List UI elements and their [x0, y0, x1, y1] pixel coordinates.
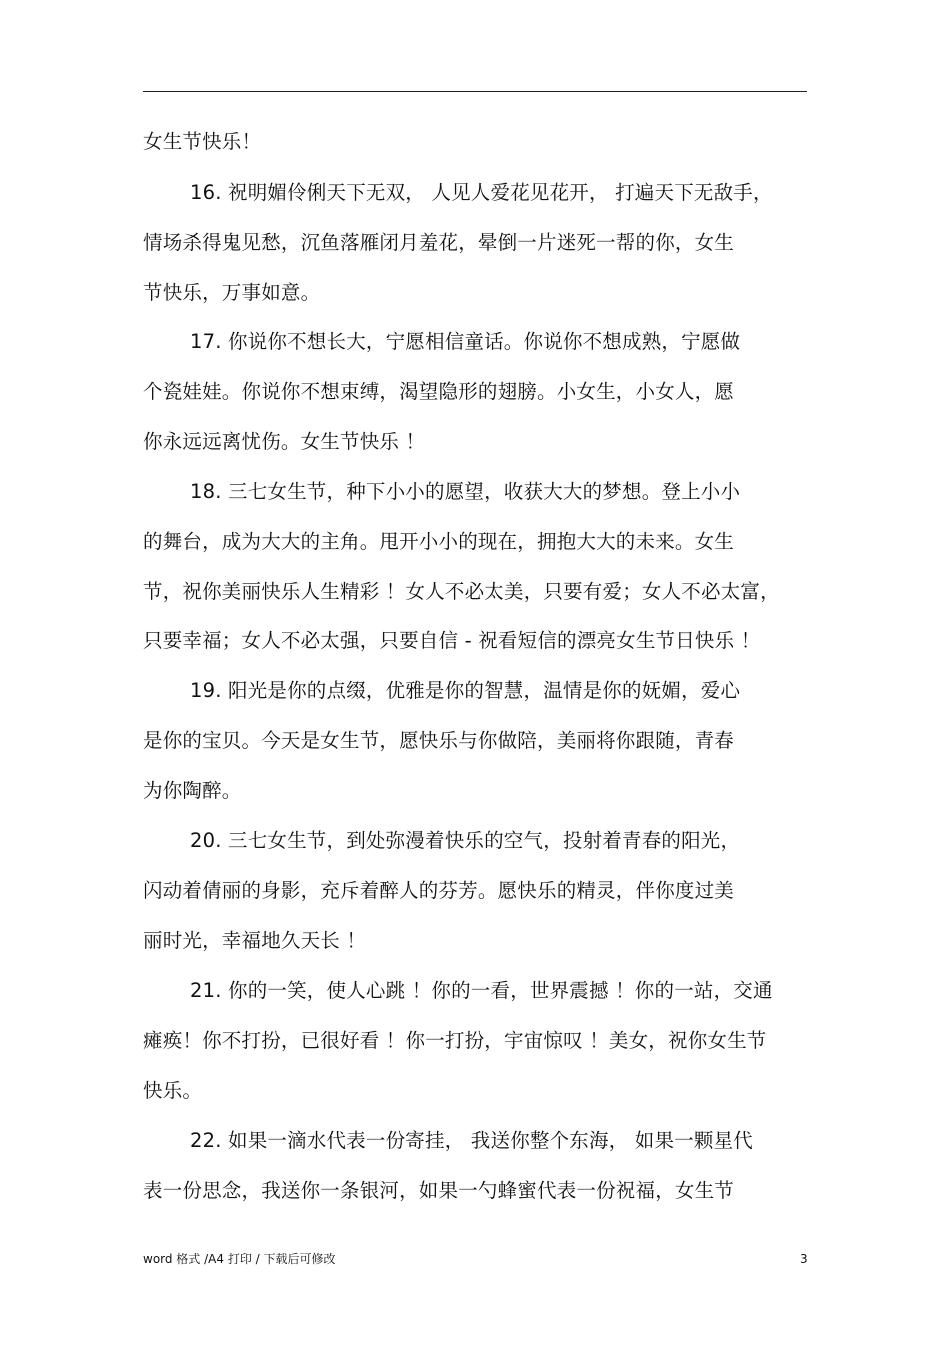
- header-rule: [143, 91, 807, 92]
- text-line: 只要幸福；女人不必太强，只要自信 - 祝看短信的漂亮女生节日快乐 ！: [143, 629, 761, 652]
- text-line: 节快乐，万事如意。: [143, 281, 321, 304]
- text-line: 20. 三七女生节，到处弥漫着快乐的空气，投射着青春的阳光，: [190, 829, 741, 852]
- text-line: 闪动着倩丽的身影，充斥着醉人的芬芳。愿快乐的精灵，伴你度过美: [143, 879, 735, 902]
- text-line: 女生节快乐！: [143, 130, 262, 153]
- page-number: 3: [800, 1252, 808, 1266]
- text-line: 为你陶醉。: [143, 779, 242, 802]
- text-line: 瘫痪！你不打扮，已很好看 ！你一打扮，宇宙惊叹 ！美女，祝你女生节: [143, 1029, 767, 1052]
- text-line: 的舞台，成为大大的主角。甩开小小的现在，拥抱大大的未来。女生: [143, 530, 735, 553]
- text-line: 你永远远离忧伤。女生节快乐 ！: [143, 430, 426, 453]
- text-line: 快乐。: [143, 1079, 203, 1102]
- text-line: 是你的宝贝。今天是女生节，愿快乐与你做陪，美丽将你跟随，青春: [143, 729, 735, 752]
- text-line: 个瓷娃娃。你说你不想束缚，渴望隐形的翅膀。小女生，小女人，愿: [143, 380, 735, 403]
- text-line: 节，祝你美丽快乐人生精彩 ！女人不必太美，只要有爱；女人不必太富，: [143, 580, 780, 603]
- footer-note: word 格式 /A4 打印 / 下载后可修改: [143, 1252, 336, 1266]
- text-line: 16. 祝明媚伶俐天下无双， 人见人爱花见花开， 打遍天下无敌手，: [190, 181, 773, 204]
- text-line: 情场杀得鬼见愁，沉鱼落雁闭月羞花，晕倒一片迷死一帮的你，女生: [143, 231, 735, 254]
- text-line: 21. 你的一笑，使人心跳 ！你的一看，世界震撼 ！你的一站，交通: [190, 979, 773, 1002]
- text-line: 22. 如果一滴水代表一份寄挂， 我送你整个东海， 如果一颗星代: [190, 1129, 754, 1152]
- text-line: 17. 你说你不想长大，宁愿相信童话。你说你不想成熟，宁愿做: [190, 330, 741, 353]
- text-line: 19. 阳光是你的点缀，优雅是你的智慧，温情是你的妩媚，爱心: [190, 679, 741, 702]
- text-line: 丽时光，幸福地久天长 ！: [143, 929, 367, 952]
- text-line: 18. 三七女生节，种下小小的愿望，收获大大的梦想。登上小小: [190, 480, 741, 503]
- text-line: 表一份思念，我送你一条银河，如果一勺蜂蜜代表一份祝福，女生节: [143, 1179, 735, 1202]
